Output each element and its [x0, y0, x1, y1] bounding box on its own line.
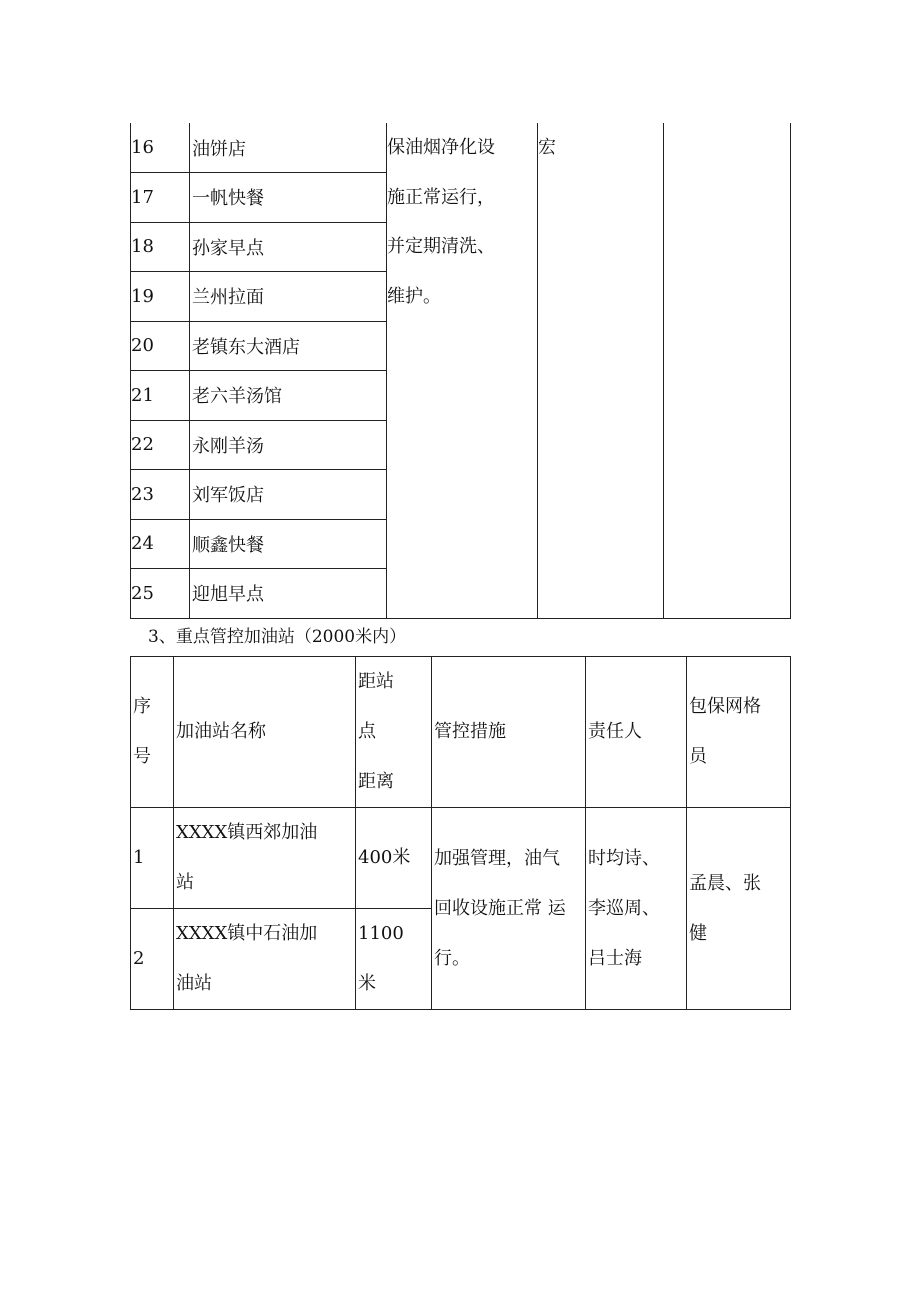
row-number: 2 — [131, 909, 174, 1010]
header-number: 序 号 — [131, 657, 174, 808]
table-row — [131, 808, 791, 909]
measure-line: 保油烟净化设 — [387, 137, 495, 158]
row-number: 16 — [131, 123, 190, 173]
measure-line: 施正常运行， — [387, 186, 495, 208]
restaurant-name: 油饼店 — [190, 123, 387, 173]
row-number: 18 — [131, 222, 190, 272]
row-number: 25 — [131, 569, 190, 619]
row-number: 20 — [131, 321, 190, 371]
grid-staff-cell — [664, 123, 791, 618]
header-responsible-person: 责任人 — [586, 657, 687, 808]
row-number: 21 — [131, 371, 190, 421]
row-number: 24 — [131, 519, 190, 569]
measure-line: 维护。 — [387, 285, 441, 307]
control-measures-cell — [387, 123, 538, 618]
header-control-measures: 管控措施 — [432, 657, 586, 808]
station-distance: 400米 — [356, 808, 432, 909]
header-distance: 距站 点 距离 — [356, 657, 432, 808]
table-row — [131, 123, 791, 173]
station-distance: 1100 米 — [356, 909, 432, 1010]
restaurant-name: 兰州拉面 — [190, 272, 387, 322]
responsible-person: 宏 — [538, 137, 556, 158]
restaurant-name: 顺鑫快餐 — [190, 519, 387, 569]
control-measures-cell: 加强管理，油气 回收设施正常 运 行。 — [432, 808, 586, 1010]
restaurant-name: 永刚羊汤 — [190, 420, 387, 470]
measure-line: 并定期清洗、 — [387, 236, 495, 257]
row-number: 22 — [131, 420, 190, 470]
row-number: 19 — [131, 272, 190, 322]
responsible-person-cell: 时均诗、 李巡周、 吕士海 — [586, 808, 687, 1010]
row-number: 23 — [131, 470, 190, 520]
restaurant-name: 一帆快餐 — [190, 173, 387, 223]
restaurant-name: 刘军饭店 — [190, 470, 387, 520]
restaurant-name: 迎旭早点 — [190, 569, 387, 619]
restaurant-name: 孙家早点 — [190, 222, 387, 272]
row-number: 17 — [131, 173, 190, 223]
row-number: 1 — [131, 808, 174, 909]
grid-staff-cell: 孟晨、张 健 — [687, 808, 791, 1010]
restaurant-name: 老镇东大酒店 — [190, 321, 387, 371]
restaurant-name: 老六羊汤馆 — [190, 371, 387, 421]
header-station-name: 加油站名称 — [174, 657, 356, 808]
section-heading: 3、重点管控加油站（2000米内） — [148, 627, 407, 647]
header-row — [131, 657, 791, 808]
header-grid-staff: 包保网格 员 — [687, 657, 791, 808]
station-name: XXXX镇中石油加 油站 — [174, 909, 356, 1010]
gas-station-table — [130, 656, 791, 1010]
restaurant-table — [130, 123, 791, 619]
station-name: XXXX镇西郊加油 站 — [174, 808, 356, 909]
responsible-person-cell — [538, 123, 664, 618]
